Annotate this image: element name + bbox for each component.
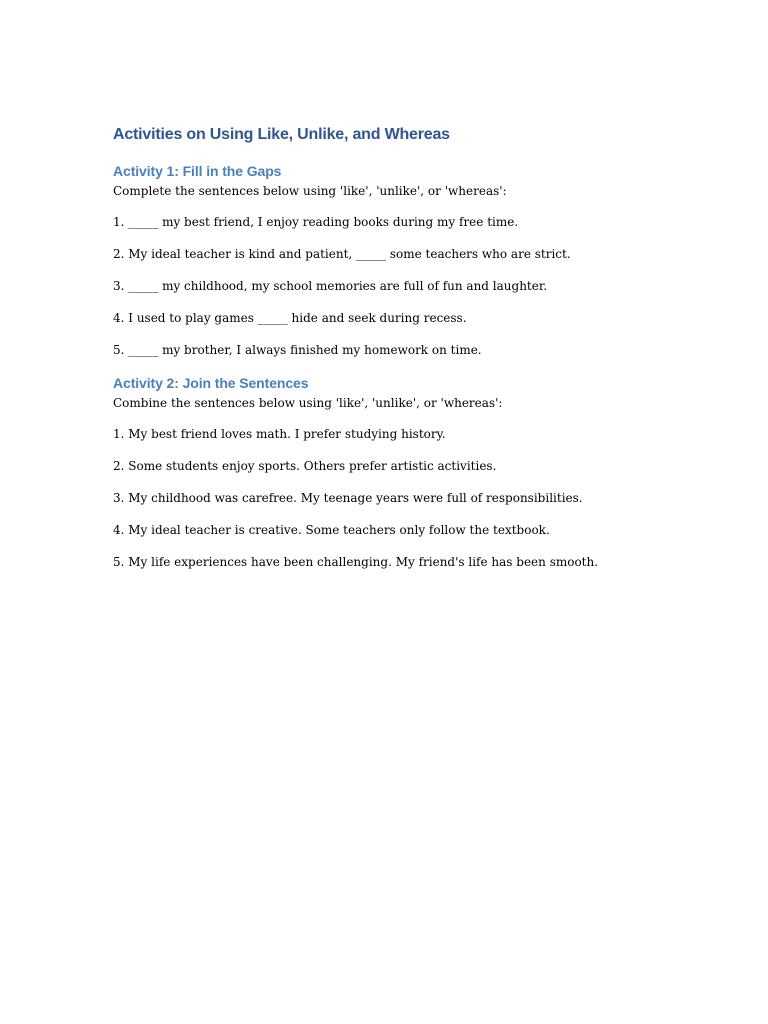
activity-1-item-3: 3. _____ my childhood, my school memories are full of fun and laughter. [113, 279, 548, 293]
activity-1-item-5: 5. _____ my brother, I always finished my homework on time. [113, 343, 482, 357]
activity-2-heading: Activity 2: Join the Sentences [113, 375, 309, 391]
activity-1-section [113, 161, 713, 359]
activity-1-instruction: Complete the sentences below using 'like', 'unlike', or 'whereas': [113, 184, 507, 198]
document-title: Activities on Using Like, Unlike, and Whereas [113, 126, 450, 143]
activity-1-item-1: 1. _____ my best friend, I enjoy reading books during my free time. [113, 215, 519, 229]
activity-2-item-3: 3. My childhood was carefree. My teenage years were full of responsibilities. [113, 491, 583, 505]
activity-1-item-2: 2. My ideal teacher is kind and patient, _____ some teachers who are strict. [113, 247, 571, 261]
activity-2-item-2: 2. Some students enjoy sports. Others prefer artistic activities. [113, 459, 497, 473]
activity-2-instruction: Combine the sentences below using 'like', 'unlike', or 'whereas': [113, 396, 503, 410]
activity-2-section [113, 373, 713, 571]
activity-2-item-5: 5. My life experiences have been challenging. My friend's life has been smooth. [113, 555, 599, 569]
activity-2-item-1: 1. My best friend loves math. I prefer studying history. [113, 427, 446, 441]
activity-2-item-4: 4. My ideal teacher is creative. Some teachers only follow the textbook. [113, 523, 550, 537]
document-body [113, 124, 713, 585]
activity-1-heading: Activity 1: Fill in the Gaps [113, 163, 282, 179]
activity-1-item-4: 4. I used to play games _____ hide and seek during recess. [113, 311, 467, 325]
